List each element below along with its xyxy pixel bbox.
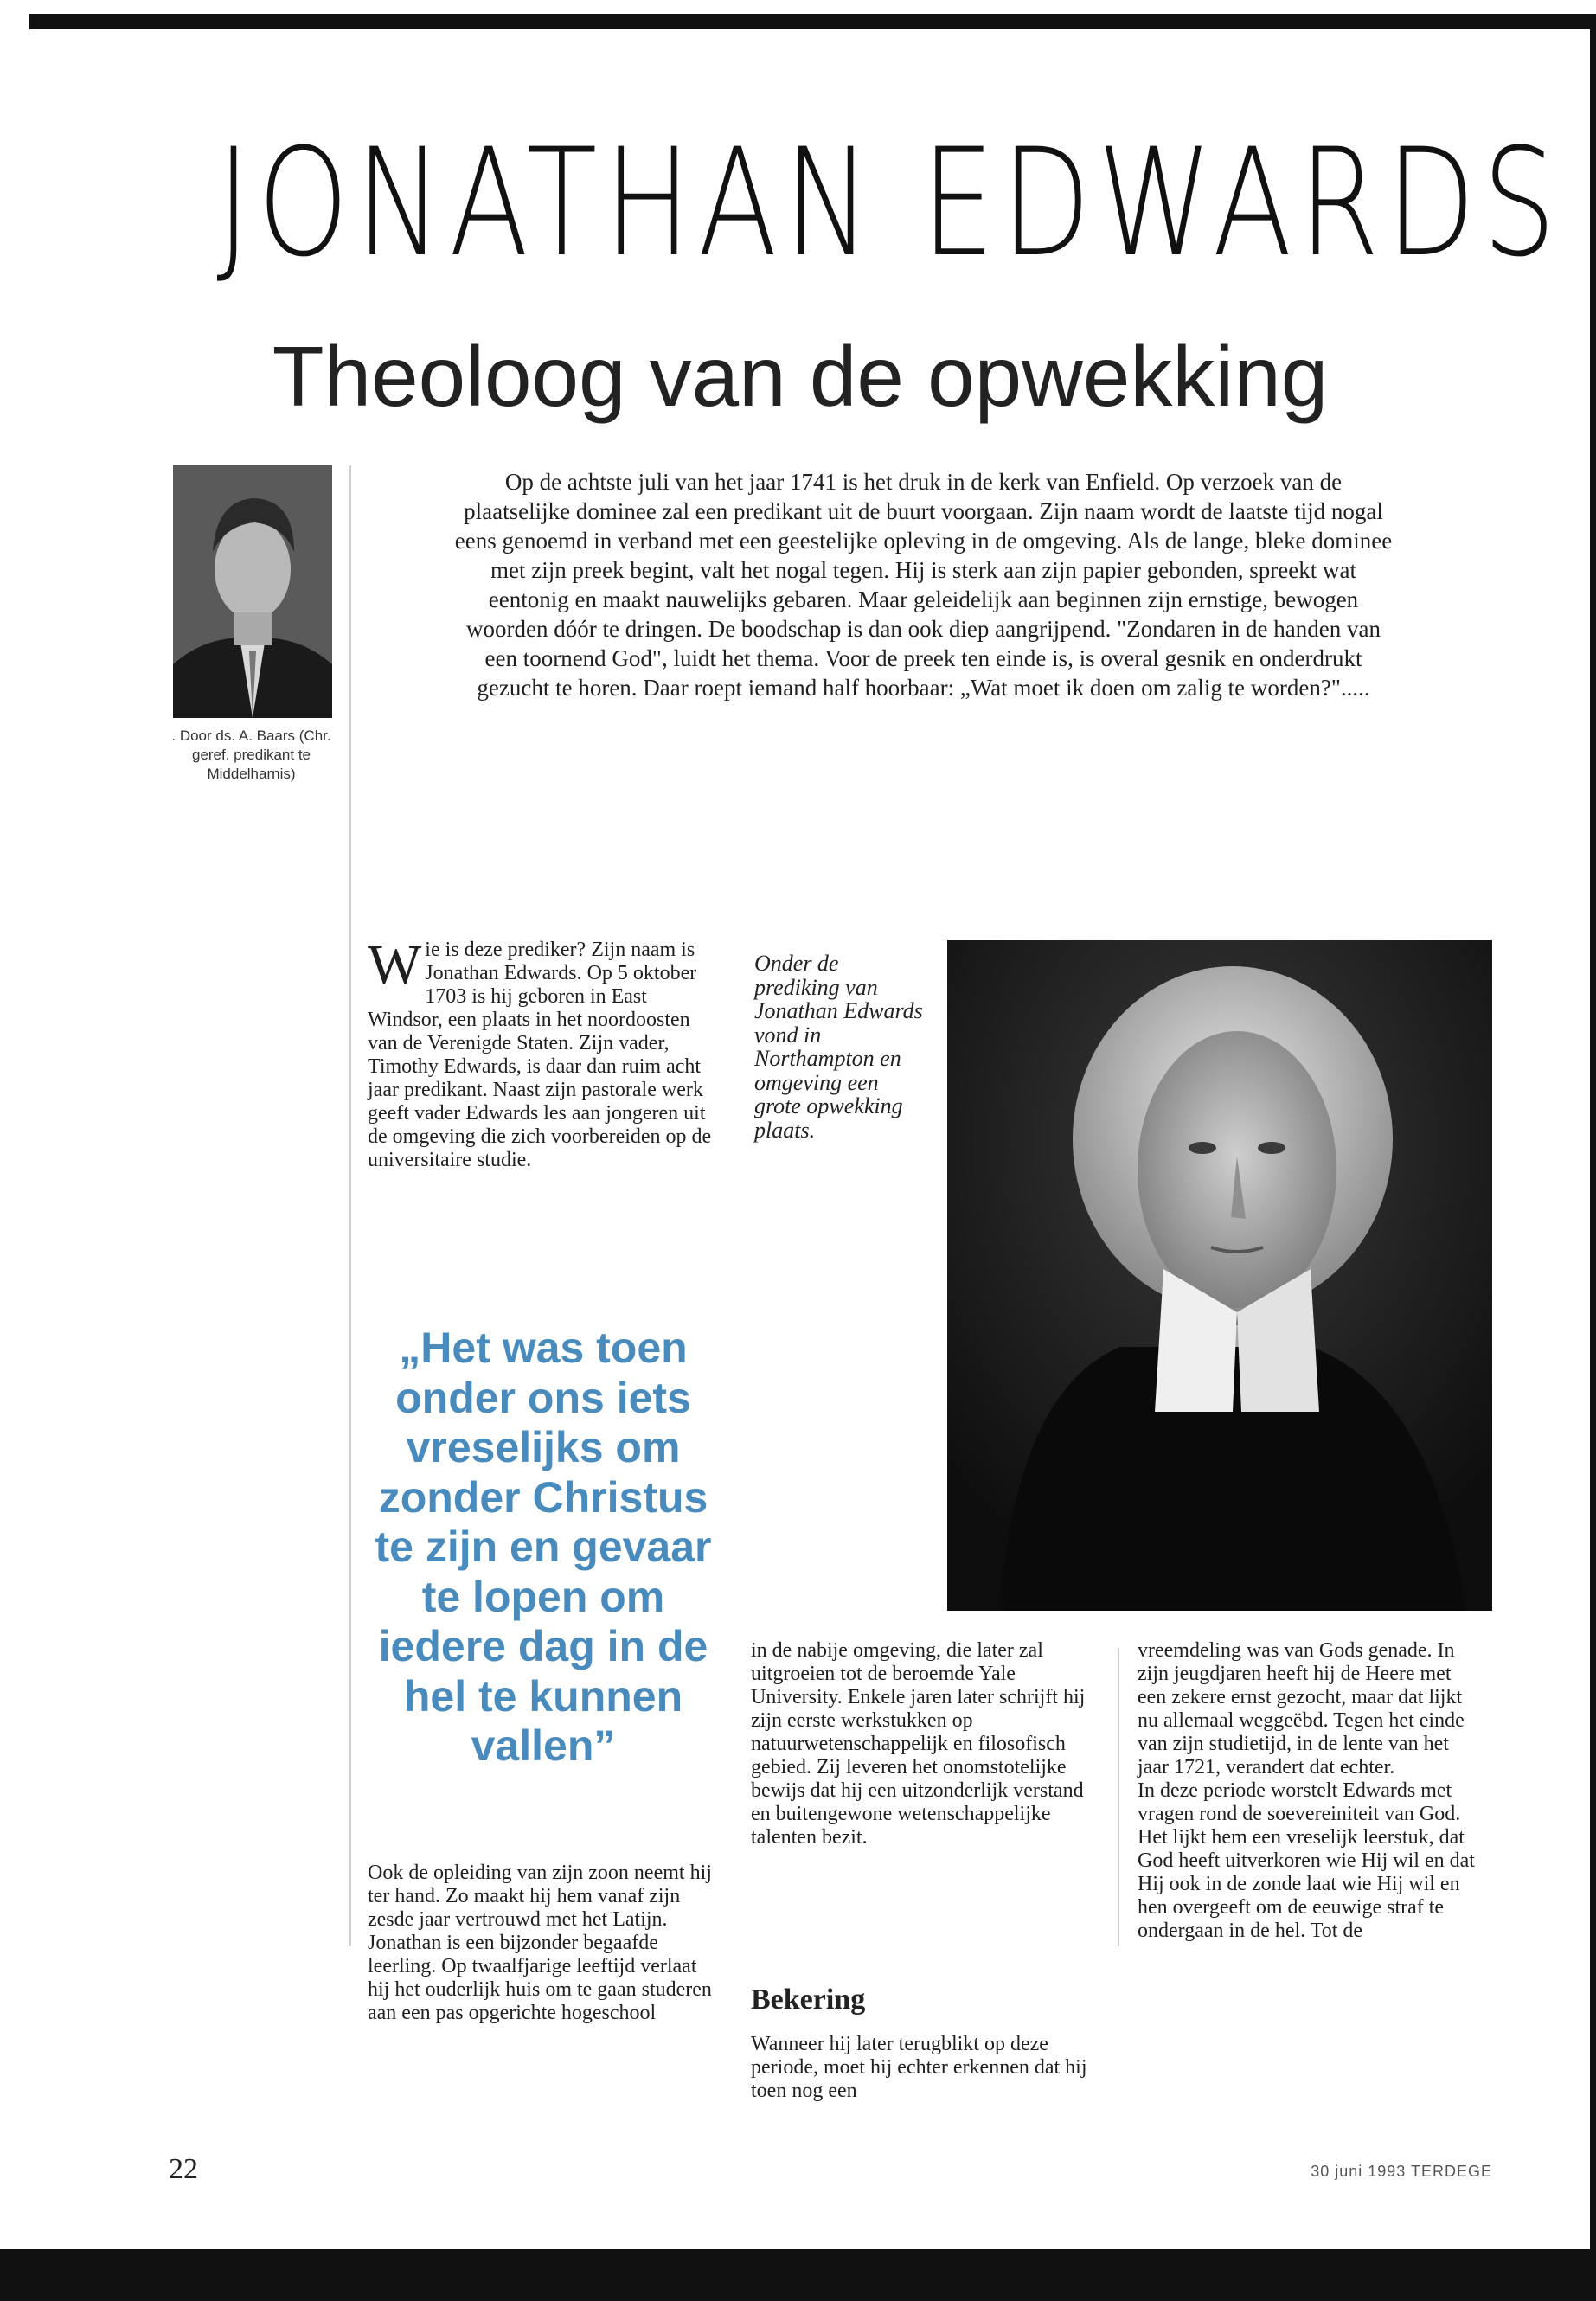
article-column-4 — [1138, 1639, 1484, 1943]
article-para-6: vreemdeling was van Gods genade. In zijn jeugdjaren heeft hij de Heere met een zekere ernst gezocht, maar dat lijkt nu allemaal weggeëbd. Tegen het einde van zijn studietijd, in de lente van het jaar 1721, verandert dat echter. — [1138, 1639, 1465, 1779]
article-para-2: Ook de opleiding van zijn zoon neemt hij ter hand. Zo maakt hij hem vanaf zijn zesde jaar vertrouwd met het Latijn. — [368, 1862, 712, 1931]
section-heading-bekering: Bekering — [751, 1984, 866, 2016]
article-para-3: Jonathan is een bijzonder begaafde leerling. Op twaalfjarige leeftijd verlaat hij het ouderlijk huis om te gaan studeren aan een pas opgerichte hogeschool — [368, 1932, 712, 2024]
bottom-border — [0, 2249, 1596, 2301]
article-column-3: in de nabije omgeving, die later zal uitgroeien tot de beroemde Yale University. Enkele jaren later schrijft hij zijn eerste werkstukken op natuurwetenschappelijk en filosofisch gebied. Zij leveren het onomstotelijke bewijs dat hij een uitzonderlijk verstand en buitengewone wetenschappelijke talenten bezit. — [751, 1639, 1086, 1849]
article-column-1-continued — [368, 1862, 714, 2025]
top-border — [29, 14, 1596, 29]
column-divider-2 — [1118, 1648, 1119, 1946]
author-caption: . Door ds. A. Baars (Chr. geref. predikant te Middelharnis) — [171, 727, 331, 782]
drop-cap: W — [368, 933, 422, 997]
article-para-7: In deze periode worstelt Edwards met vragen rond de soevereiniteit van God. Het lijkt hem een vreselijk leerstuk, dat God heeft uitverkoren wie Hij wil en dat Hij ook in de zonde laat wie Hij wil en hen overgeeft om de eeuwige straf te ondergaan in de hel. Tot de — [1138, 1779, 1475, 1942]
image-caption: Onder de prediking van Jonathan Edwards vond in Northampton en omgeving een grote opwekking plaats. — [754, 951, 923, 1143]
issue-footer: 30 juni 1993 TERDEGE — [1311, 2163, 1492, 2180]
article-para-1: ie is deze prediker? Zijn naam is Jonathan Edwards. Op 5 oktober 1703 is hij geboren in East Windsor, een plaats in het noordoosten van de Verenigde Staten. Zijn vader, Timothy Edwards, is daar dan ruim acht jaar predikant. Naast zijn pastorale werk geeft vader Edwards les aan jongeren uit de omgeving die zich voorbereiden op de universitaire studie. — [368, 939, 712, 1171]
portrait-jonathan-edwards — [947, 940, 1492, 1611]
author-photo — [173, 465, 332, 718]
right-border — [1590, 14, 1596, 2263]
article-subtitle: Theoloog van de opwekking — [272, 329, 1329, 424]
article-column-1 — [368, 933, 714, 1172]
pull-quote: „Het was toen onder ons iets vreselijks om zonder Christus te zijn en gevaar te lopen om iedere dag in de hel te kunnen vallen” — [375, 1324, 712, 1770]
article-column-3-continued: Wanneer hij later terugblikt op deze periode, moet hij echter erkennen dat hij toen nog een — [751, 2033, 1087, 2102]
article-title: JONATHAN EDWARDS — [216, 116, 1563, 290]
page-number: 22 — [169, 2153, 198, 2185]
intro-paragraph: Op de achtste juli van het jaar 1741 is het druk in de kerk van Enfield. Op verzoek van de plaatselijke dominee zal een predikant uit de buurt voorgaan. Zijn naam wordt de laatste tijd nogal eens genoemd in verband met een geestelijke opleving in de omgeving. Als de lange, bleke dominee met zijn preek begint, valt het nogal tegen. Hij is sterk aan zijn papier gebonden, spreekt wat eentonig en maakt nauwelijks gebaren. Maar geleidelijk aan beginnen zijn ernstige, bewogen woorden dóór te dringen. De boodschap is dan ook diep aangrijpend. "Zondaren in de handen van een toornend God", luidt het thema. Voor de preek ten einde is, is overal gesnik en onderdrukt gezucht te horen. Daar roept iemand half hoorbaar: „Wat moet ik doen om zalig te worden?"..... — [454, 469, 1393, 701]
column-divider — [349, 465, 351, 1946]
